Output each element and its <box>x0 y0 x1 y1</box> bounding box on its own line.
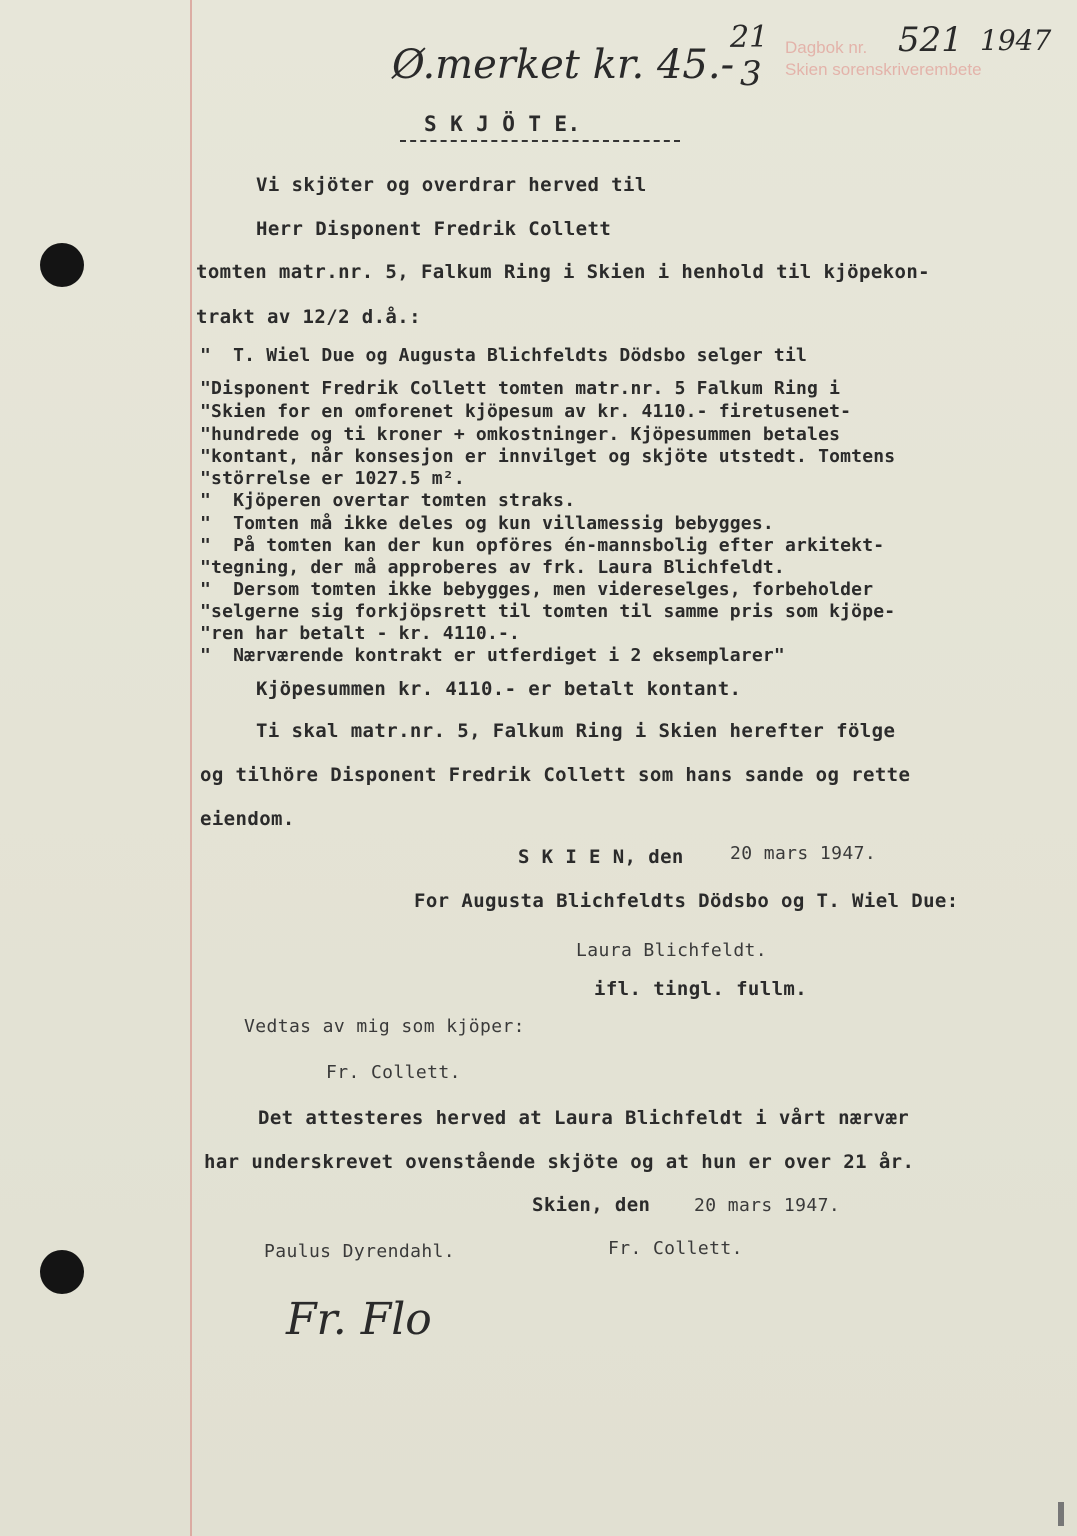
handwritten-date-month: 3 <box>740 54 762 94</box>
seller-authority: ifl. tingl. fullm. <box>594 978 808 1000</box>
punch-hole-bottom <box>40 1250 84 1294</box>
title-underline <box>400 140 680 142</box>
contract-line: " Dersom tomten ikke bebygges, men videreselges, forbeholder <box>200 579 874 600</box>
handwritten-date-day: 21 <box>730 20 769 55</box>
document-title: S K J Ö T E. <box>424 112 581 136</box>
intro-line-4: trakt av 12/2 d.å.: <box>196 306 421 328</box>
margin-rule <box>190 0 192 1536</box>
contract-line: "kontant, når konsesjon er innvilget og skjöte utstedt. Tomtens <box>200 446 896 467</box>
place-date-label: S K I E N, den <box>518 846 684 868</box>
witness-1: Paulus Dyrendahl. <box>264 1241 456 1262</box>
handwritten-fee-note: Ø.merket kr. 45.- <box>392 42 735 88</box>
contract-line: "Skien for en omforenet kjöpesum av kr. 4110.- firetusenet- <box>200 401 852 422</box>
attest-line-1: Det attesteres herved at Laura Blichfeldt i vårt nærvær <box>258 1107 910 1129</box>
stamp-office: Skien sorenskriverembete <box>785 60 982 79</box>
seller-name: Laura Blichfeldt. <box>576 940 768 961</box>
contract-line: "tegning, der må approberes av frk. Laura Blichfeldt. <box>200 557 785 578</box>
place-date-value: 20 mars 1947. <box>730 843 877 864</box>
punch-hole-top <box>40 243 84 287</box>
transfer-line-2: og tilhöre Disponent Fredrik Collett som hans sande og rette <box>200 764 911 786</box>
contract-line: " Tomten må ikke deles og kun villamessig bebygges. <box>200 513 774 534</box>
transfer-line-1: Ti skal matr.nr. 5, Falkum Ring i Skien herefter fölge <box>256 720 896 742</box>
contract-line: "hundrede og ti kroner + omkostninger. Kjöpesummen betales <box>200 424 841 445</box>
buyer-name: Fr. Collett. <box>326 1062 461 1083</box>
intro-line-2: Herr Disponent Fredrik Collett <box>256 218 612 240</box>
transfer-line-3: eiendom. <box>200 808 295 830</box>
contract-line: "selgerne sig forkjöpsrett til tomten til samme pris som kjöpe- <box>200 601 896 622</box>
attest-date: 20 mars 1947. <box>694 1195 841 1216</box>
seller-for: For Augusta Blichfeldts Dödsbo og T. Wiel Due: <box>414 890 959 912</box>
edge-mark <box>1058 1502 1064 1526</box>
stamp-year: 1947 <box>980 24 1052 57</box>
stamp-entry-number: 521 <box>898 20 963 60</box>
witness-2: Fr. Collett. <box>608 1238 743 1259</box>
contract-line: "Disponent Fredrik Collett tomten matr.nr. 5 Falkum Ring i <box>200 378 841 399</box>
intro-line-3: tomten matr.nr. 5, Falkum Ring i Skien i henhold til kjöpekon- <box>196 261 931 283</box>
stamp-journal-label: Dagbok nr. <box>785 38 868 57</box>
buyer-accept: Vedtas av mig som kjöper: <box>244 1016 525 1037</box>
attest-place-label: Skien, den <box>532 1194 651 1216</box>
attest-line-2: har underskrevet ovenstående skjöte og at hun er over 21 år. <box>204 1151 915 1173</box>
contract-line: "ren har betalt - kr. 4110.-. <box>200 623 521 644</box>
payment-statement: Kjöpesummen kr. 4110.- er betalt kontant. <box>256 678 742 700</box>
contract-line: " På tomten kan der kun opföres én-mannsbolig efter arkitekt- <box>200 535 885 556</box>
contract-line: " Nærværende kontrakt er utferdiget i 2 eksemplarer" <box>200 645 785 666</box>
contract-line: "störrelse er 1027.5 m². <box>200 468 465 489</box>
intro-line-1: Vi skjöter og overdrar herved til <box>256 174 647 196</box>
contract-line: " Kjöperen overtar tomten straks. <box>200 490 576 511</box>
contract-line: " T. Wiel Due og Augusta Blichfeldts Dödsbo selger til <box>200 345 808 366</box>
handwritten-signature: Fr. Flo <box>286 1294 432 1345</box>
